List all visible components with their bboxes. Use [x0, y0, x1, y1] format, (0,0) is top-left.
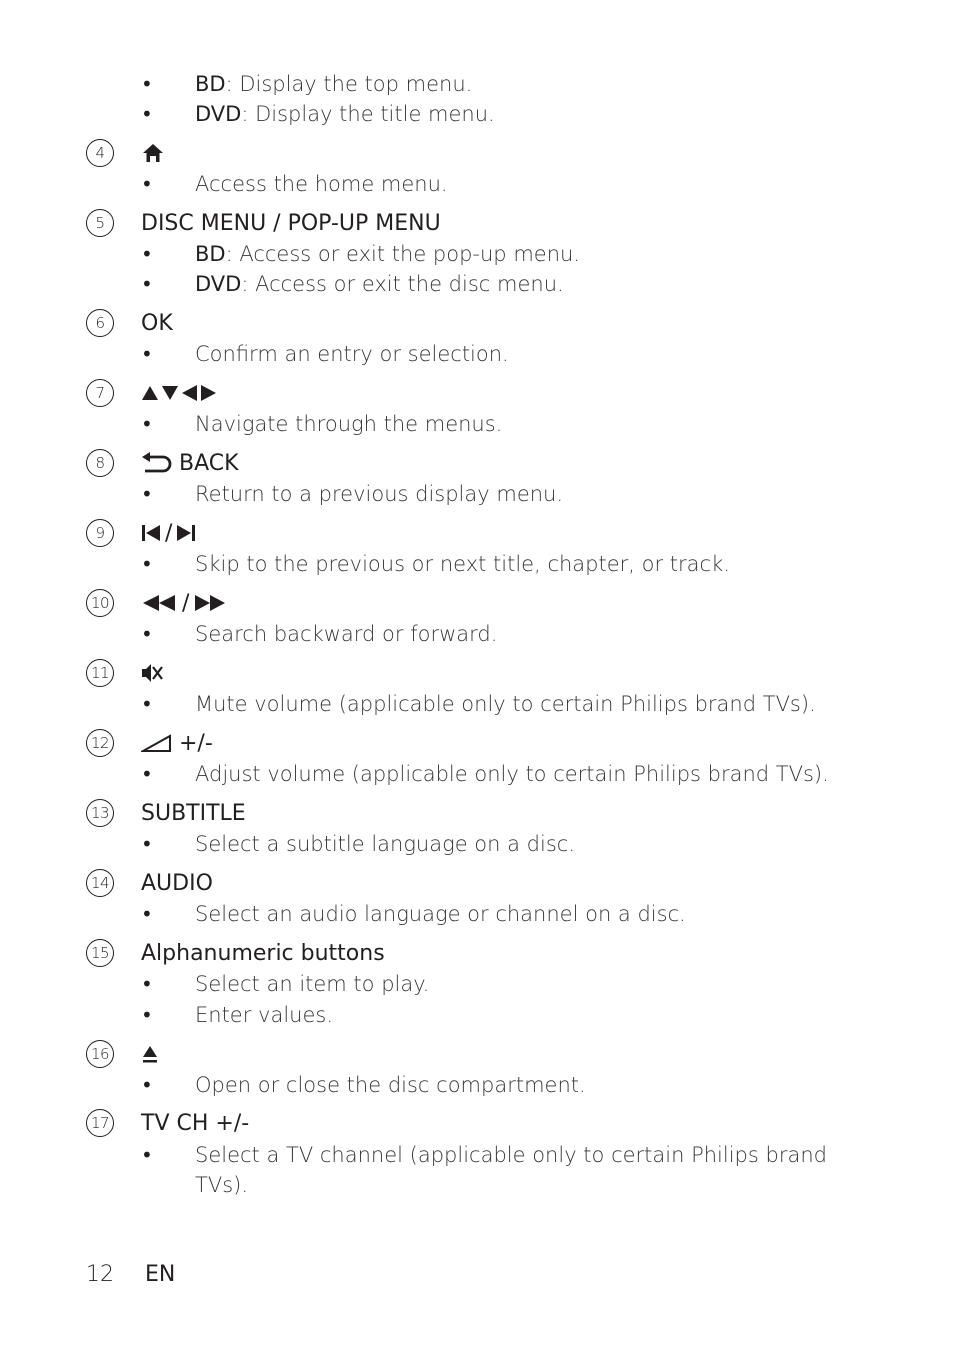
item-16-heading — [0, 1039, 954, 1069]
item-title: Alphanumeric buttons — [141, 940, 385, 966]
item-13-heading — [0, 798, 954, 828]
list-item — [0, 169, 954, 199]
bullet: • — [141, 72, 153, 96]
home-icon — [141, 142, 165, 164]
mute-icon — [141, 662, 165, 684]
item-title: +/- — [179, 730, 213, 756]
bullet: • — [141, 342, 153, 366]
list-item — [0, 69, 954, 99]
bullet: • — [141, 272, 153, 296]
item-description: Search backward or forward. — [195, 622, 498, 646]
item-number: 8 — [86, 449, 114, 477]
list-item — [0, 1140, 954, 1170]
item-description: Select a TV channel (applicable only to certain Philips brand — [195, 1143, 827, 1167]
list-item — [0, 409, 954, 439]
skip-next-icon — [176, 523, 196, 543]
list-item — [0, 689, 954, 719]
dvd-description: : Display the title menu. — [241, 102, 495, 126]
list-item — [0, 269, 954, 299]
bullet: • — [141, 972, 153, 996]
rewind-icon — [141, 593, 177, 613]
item-number: 10 — [86, 589, 114, 617]
bd-label: BD — [195, 242, 226, 266]
item-number: 7 — [86, 379, 114, 407]
item-title: SUBTITLE — [141, 800, 246, 826]
dvd-label: DVD — [195, 102, 242, 126]
list-item — [0, 829, 954, 859]
item-description: Mute volume (applicable only to certain Philips brand TVs). — [195, 692, 816, 716]
item-number: 6 — [86, 309, 114, 337]
list-item — [0, 339, 954, 369]
list-item — [0, 759, 954, 789]
item-description: Enter values. — [195, 1003, 334, 1027]
item-description: Select a subtitle language on a disc. — [195, 832, 576, 856]
item-number: 14 — [86, 869, 114, 897]
item-title: AUDIO — [141, 870, 213, 896]
item-description: Select an audio language or channel on a disc. — [195, 902, 686, 926]
list-item — [0, 899, 954, 929]
item-number: 5 — [86, 209, 114, 237]
bullet: • — [141, 412, 153, 436]
item-11-heading — [0, 658, 954, 688]
separator: / — [165, 520, 173, 546]
item-number: 9 — [86, 519, 114, 547]
list-item — [0, 1070, 954, 1100]
back-arrow-icon — [141, 452, 173, 474]
bullet: • — [141, 622, 153, 646]
item-14-heading — [0, 868, 954, 898]
bullet: • — [141, 1003, 153, 1027]
item-number: 15 — [86, 939, 114, 967]
list-item — [0, 479, 954, 509]
language-code: EN — [145, 1262, 176, 1287]
bd-label: BD — [195, 72, 226, 96]
item-6-heading — [0, 308, 954, 338]
volume-icon — [141, 733, 173, 753]
item-number: 17 — [86, 1109, 114, 1137]
item-description: Return to a previous display menu. — [195, 482, 564, 506]
item-title: DISC MENU / POP-UP MENU — [141, 210, 441, 236]
list-item — [0, 1000, 954, 1030]
item-number: 12 — [86, 729, 114, 757]
bullet: • — [141, 242, 153, 266]
item-12-heading — [0, 728, 954, 758]
bullet: • — [141, 482, 153, 506]
item-17-heading — [0, 1108, 954, 1138]
item-number: 13 — [86, 799, 114, 827]
item-number: 11 — [86, 659, 114, 687]
bullet: • — [141, 102, 153, 126]
bullet: • — [141, 172, 153, 196]
item-description: Select an item to play. — [195, 972, 430, 996]
bullet: • — [141, 902, 153, 926]
item-description: Skip to the previous or next title, chapter, or track. — [195, 552, 730, 576]
list-item — [0, 619, 954, 649]
dvd-label: DVD — [195, 272, 242, 296]
page-number: 12 — [86, 1262, 114, 1287]
bullet: • — [141, 692, 153, 716]
bullet: • — [141, 1073, 153, 1097]
item-title: OK — [141, 310, 173, 336]
item-description: Access the home menu. — [195, 172, 448, 196]
item-description: Confirm an entry or selection. — [195, 342, 509, 366]
list-item-continuation — [0, 1170, 954, 1200]
bullet: • — [141, 762, 153, 786]
separator: / — [182, 590, 190, 616]
skip-previous-icon — [141, 523, 161, 543]
item-10-heading — [0, 588, 954, 618]
item-number: 16 — [86, 1040, 114, 1068]
list-item — [0, 239, 954, 269]
item-15-heading — [0, 938, 954, 968]
bullet: • — [141, 552, 153, 576]
item-7-heading — [0, 378, 954, 408]
item-9-heading — [0, 518, 954, 548]
eject-icon — [141, 1043, 159, 1065]
item-description: Navigate through the menus. — [195, 412, 503, 436]
list-item — [0, 99, 954, 129]
list-item — [0, 549, 954, 579]
navigation-arrows-icon — [141, 383, 219, 403]
item-description: Adjust volume (applicable only to certain Philips brand TVs). — [195, 762, 829, 786]
bullet: • — [141, 832, 153, 856]
dvd-description: : Access or exit the disc menu. — [241, 272, 564, 296]
bd-description: : Access or exit the pop-up menu. — [225, 242, 580, 266]
fast-forward-icon — [194, 593, 226, 613]
item-5-heading — [0, 208, 954, 238]
item-description: TVs). — [195, 1173, 249, 1197]
item-number: 4 — [86, 139, 114, 167]
item-title: BACK — [179, 450, 239, 476]
item-8-heading — [0, 448, 954, 478]
item-4-heading — [0, 138, 954, 168]
item-description: Open or close the disc compartment. — [195, 1073, 586, 1097]
item-title: TV CH +/- — [141, 1110, 250, 1136]
bullet: • — [141, 1143, 153, 1167]
bd-description: : Display the top menu. — [225, 72, 473, 96]
list-item — [0, 969, 954, 999]
